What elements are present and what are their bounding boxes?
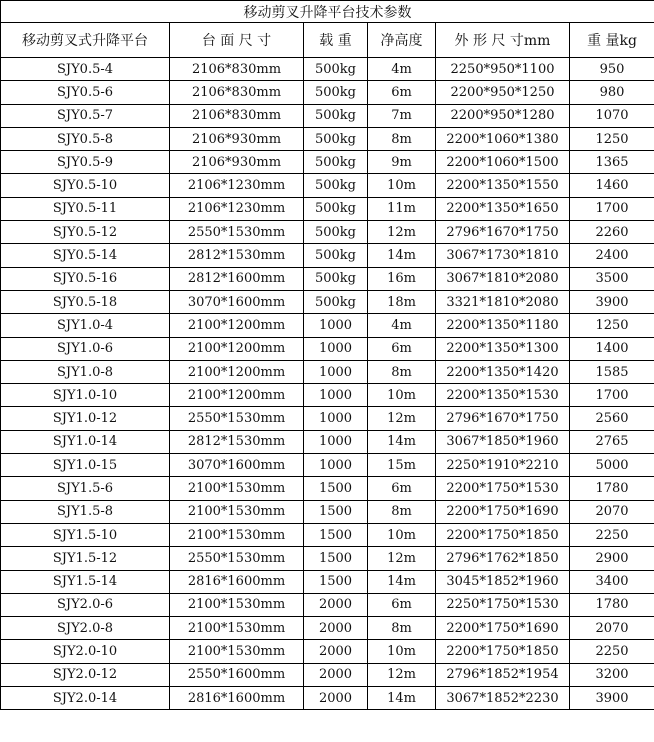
cell-model: SJY2.0-8 (1, 617, 170, 640)
cell-weight: 1365 (570, 151, 654, 174)
cell-height: 12m (368, 221, 436, 244)
cell-height: 12m (368, 547, 436, 570)
cell-load: 500kg (304, 197, 368, 220)
cell-weight: 1585 (570, 360, 654, 383)
table-row (1, 500, 654, 523)
cell-load: 500kg (304, 104, 368, 127)
cell-model: SJY0.5-6 (1, 81, 170, 104)
cell-platform-size: 2106*830mm (170, 81, 304, 104)
cell-dimensions: 2250*1750*1530 (436, 593, 570, 616)
cell-dimensions: 3045*1852*1960 (436, 570, 570, 593)
cell-model: SJY2.0-10 (1, 640, 170, 663)
cell-load: 1500 (304, 500, 368, 523)
cell-load: 500kg (304, 221, 368, 244)
cell-weight: 1780 (570, 477, 654, 500)
cell-platform-size: 2106*930mm (170, 127, 304, 150)
cell-platform-size: 2100*1200mm (170, 360, 304, 383)
cell-dimensions: 2796*1670*1750 (436, 407, 570, 430)
cell-load: 2000 (304, 617, 368, 640)
cell-weight: 2250 (570, 640, 654, 663)
cell-load: 1500 (304, 477, 368, 500)
table-body (1, 58, 654, 710)
cell-weight: 2765 (570, 430, 654, 453)
cell-platform-size: 2100*1200mm (170, 384, 304, 407)
cell-model: SJY1.0-4 (1, 314, 170, 337)
table-row (1, 104, 654, 127)
cell-dimensions: 2200*950*1280 (436, 104, 570, 127)
cell-model: SJY2.0-14 (1, 687, 170, 710)
cell-load: 1500 (304, 547, 368, 570)
cell-weight: 1780 (570, 593, 654, 616)
cell-dimensions: 2796*1762*1850 (436, 547, 570, 570)
table-row (1, 267, 654, 290)
cell-load: 500kg (304, 244, 368, 267)
cell-model: SJY0.5-4 (1, 58, 170, 81)
cell-model: SJY1.5-12 (1, 547, 170, 570)
cell-weight: 5000 (570, 454, 654, 477)
cell-weight: 1700 (570, 384, 654, 407)
cell-platform-size: 2100*1530mm (170, 523, 304, 546)
cell-dimensions: 2200*1750*1850 (436, 640, 570, 663)
table-row (1, 151, 654, 174)
cell-height: 6m (368, 81, 436, 104)
title-row (1, 1, 654, 23)
cell-height: 10m (368, 523, 436, 546)
cell-platform-size: 2106*830mm (170, 104, 304, 127)
cell-platform-size: 2816*1600mm (170, 570, 304, 593)
cell-dimensions: 3067*1730*1810 (436, 244, 570, 267)
cell-weight: 1700 (570, 197, 654, 220)
table-title: 移动剪叉升降平台技术参数 (1, 1, 654, 23)
cell-platform-size: 2100*1200mm (170, 314, 304, 337)
cell-height: 12m (368, 663, 436, 686)
cell-model: SJY1.5-6 (1, 477, 170, 500)
cell-weight: 2900 (570, 547, 654, 570)
table-row (1, 640, 654, 663)
cell-platform-size: 2550*1530mm (170, 547, 304, 570)
cell-height: 9m (368, 151, 436, 174)
cell-load: 2000 (304, 663, 368, 686)
cell-load: 1000 (304, 407, 368, 430)
cell-dimensions: 2200*1750*1690 (436, 617, 570, 640)
cell-dimensions: 2250*1910*2210 (436, 454, 570, 477)
table-row (1, 221, 654, 244)
cell-weight: 950 (570, 58, 654, 81)
cell-height: 8m (368, 127, 436, 150)
cell-dimensions: 2200*1350*1420 (436, 360, 570, 383)
cell-load: 500kg (304, 290, 368, 313)
cell-weight: 2560 (570, 407, 654, 430)
cell-load: 1000 (304, 360, 368, 383)
cell-load: 2000 (304, 687, 368, 710)
cell-model: SJY1.0-10 (1, 384, 170, 407)
cell-model: SJY1.0-15 (1, 454, 170, 477)
table-row (1, 523, 654, 546)
cell-load: 1500 (304, 523, 368, 546)
cell-weight: 1070 (570, 104, 654, 127)
cell-platform-size: 2106*830mm (170, 58, 304, 81)
table-row (1, 244, 654, 267)
cell-dimensions: 2200*1350*1530 (436, 384, 570, 407)
cell-dimensions: 3067*1850*1960 (436, 430, 570, 453)
cell-dimensions: 2796*1670*1750 (436, 221, 570, 244)
table-row (1, 663, 654, 686)
cell-platform-size: 2100*1530mm (170, 640, 304, 663)
cell-height: 14m (368, 244, 436, 267)
cell-weight: 3200 (570, 663, 654, 686)
cell-load: 1000 (304, 337, 368, 360)
cell-dimensions: 2200*1750*1530 (436, 477, 570, 500)
cell-height: 11m (368, 197, 436, 220)
cell-platform-size: 2550*1600mm (170, 663, 304, 686)
table-row (1, 290, 654, 313)
cell-height: 8m (368, 500, 436, 523)
cell-model: SJY0.5-18 (1, 290, 170, 313)
cell-platform-size: 2812*1600mm (170, 267, 304, 290)
cell-load: 500kg (304, 127, 368, 150)
cell-height: 8m (368, 617, 436, 640)
cell-model: SJY0.5-8 (1, 127, 170, 150)
cell-load: 1000 (304, 384, 368, 407)
table-row (1, 454, 654, 477)
cell-dimensions: 2200*1750*1690 (436, 500, 570, 523)
cell-model: SJY0.5-9 (1, 151, 170, 174)
cell-dimensions: 2200*950*1250 (436, 81, 570, 104)
table-row (1, 127, 654, 150)
cell-platform-size: 2106*930mm (170, 151, 304, 174)
cell-height: 6m (368, 337, 436, 360)
cell-dimensions: 2200*1350*1550 (436, 174, 570, 197)
cell-dimensions: 3067*1810*2080 (436, 267, 570, 290)
table-row (1, 384, 654, 407)
cell-platform-size: 2812*1530mm (170, 244, 304, 267)
cell-weight: 1250 (570, 127, 654, 150)
cell-weight: 2250 (570, 523, 654, 546)
table-row (1, 314, 654, 337)
cell-load: 500kg (304, 267, 368, 290)
cell-height: 10m (368, 640, 436, 663)
cell-weight: 3900 (570, 687, 654, 710)
cell-model: SJY2.0-12 (1, 663, 170, 686)
header-weight: 重 量kg (570, 23, 654, 58)
cell-height: 14m (368, 687, 436, 710)
cell-model: SJY0.5-11 (1, 197, 170, 220)
cell-weight: 3500 (570, 267, 654, 290)
cell-platform-size: 2816*1600mm (170, 687, 304, 710)
cell-model: SJY1.5-10 (1, 523, 170, 546)
table-row (1, 360, 654, 383)
cell-height: 4m (368, 58, 436, 81)
cell-weight: 2260 (570, 221, 654, 244)
cell-model: SJY0.5-12 (1, 221, 170, 244)
cell-model: SJY1.5-8 (1, 500, 170, 523)
cell-platform-size: 2812*1530mm (170, 430, 304, 453)
cell-load: 500kg (304, 151, 368, 174)
cell-height: 14m (368, 570, 436, 593)
cell-height: 12m (368, 407, 436, 430)
cell-platform-size: 2100*1530mm (170, 477, 304, 500)
cell-model: SJY0.5-14 (1, 244, 170, 267)
cell-platform-size: 2100*1530mm (170, 593, 304, 616)
cell-platform-size: 2106*1230mm (170, 197, 304, 220)
cell-height: 4m (368, 314, 436, 337)
cell-height: 8m (368, 360, 436, 383)
cell-dimensions: 2200*1060*1380 (436, 127, 570, 150)
cell-platform-size: 3070*1600mm (170, 290, 304, 313)
cell-height: 7m (368, 104, 436, 127)
cell-height: 6m (368, 593, 436, 616)
cell-weight: 3400 (570, 570, 654, 593)
cell-dimensions: 2200*1350*1180 (436, 314, 570, 337)
cell-weight: 2070 (570, 617, 654, 640)
cell-dimensions: 2200*1350*1650 (436, 197, 570, 220)
cell-dimensions: 2200*1060*1500 (436, 151, 570, 174)
cell-dimensions: 3321*1810*2080 (436, 290, 570, 313)
cell-platform-size: 3070*1600mm (170, 454, 304, 477)
cell-weight: 2070 (570, 500, 654, 523)
cell-platform-size: 2100*1530mm (170, 500, 304, 523)
cell-platform-size: 2106*1230mm (170, 174, 304, 197)
cell-weight: 1460 (570, 174, 654, 197)
cell-load: 1000 (304, 430, 368, 453)
cell-platform-size: 2550*1530mm (170, 221, 304, 244)
cell-weight: 1250 (570, 314, 654, 337)
cell-model: SJY1.0-12 (1, 407, 170, 430)
table-row (1, 593, 654, 616)
cell-height: 16m (368, 267, 436, 290)
table-row (1, 197, 654, 220)
table-row (1, 430, 654, 453)
cell-model: SJY1.0-14 (1, 430, 170, 453)
cell-load: 2000 (304, 640, 368, 663)
cell-dimensions: 2796*1852*1954 (436, 663, 570, 686)
cell-dimensions: 2200*1750*1850 (436, 523, 570, 546)
cell-platform-size: 2100*1200mm (170, 337, 304, 360)
cell-load: 500kg (304, 58, 368, 81)
cell-weight: 2400 (570, 244, 654, 267)
cell-height: 14m (368, 430, 436, 453)
cell-height: 10m (368, 174, 436, 197)
header-height: 净高度 (368, 23, 436, 58)
header-row (1, 23, 654, 58)
cell-platform-size: 2550*1530mm (170, 407, 304, 430)
cell-model: SJY1.0-6 (1, 337, 170, 360)
cell-weight: 1400 (570, 337, 654, 360)
table-row (1, 477, 654, 500)
cell-model: SJY1.0-8 (1, 360, 170, 383)
cell-model: SJY2.0-6 (1, 593, 170, 616)
cell-load: 1000 (304, 454, 368, 477)
cell-model: SJY0.5-10 (1, 174, 170, 197)
cell-height: 18m (368, 290, 436, 313)
cell-load: 1000 (304, 314, 368, 337)
cell-dimensions: 2200*1350*1300 (436, 337, 570, 360)
cell-load: 500kg (304, 174, 368, 197)
table-row (1, 174, 654, 197)
cell-dimensions: 3067*1852*2230 (436, 687, 570, 710)
cell-dimensions: 2250*950*1100 (436, 58, 570, 81)
table-row (1, 617, 654, 640)
cell-height: 10m (368, 384, 436, 407)
cell-height: 15m (368, 454, 436, 477)
table-row (1, 81, 654, 104)
cell-load: 1500 (304, 570, 368, 593)
header-platform-size: 台 面 尺 寸 (170, 23, 304, 58)
header-model: 移动剪叉式升降平台 (1, 23, 170, 58)
cell-weight: 980 (570, 81, 654, 104)
cell-platform-size: 2100*1530mm (170, 617, 304, 640)
table-row (1, 570, 654, 593)
table-row (1, 337, 654, 360)
header-dimensions: 外 形 尺 寸mm (436, 23, 570, 58)
cell-height: 6m (368, 477, 436, 500)
table-row (1, 58, 654, 81)
cell-weight: 3900 (570, 290, 654, 313)
header-load: 载 重 (304, 23, 368, 58)
cell-model: SJY0.5-16 (1, 267, 170, 290)
cell-load: 500kg (304, 81, 368, 104)
table-row (1, 547, 654, 570)
cell-load: 2000 (304, 593, 368, 616)
cell-model: SJY1.5-14 (1, 570, 170, 593)
table-row (1, 407, 654, 430)
cell-model: SJY0.5-7 (1, 104, 170, 127)
table-row (1, 687, 654, 710)
